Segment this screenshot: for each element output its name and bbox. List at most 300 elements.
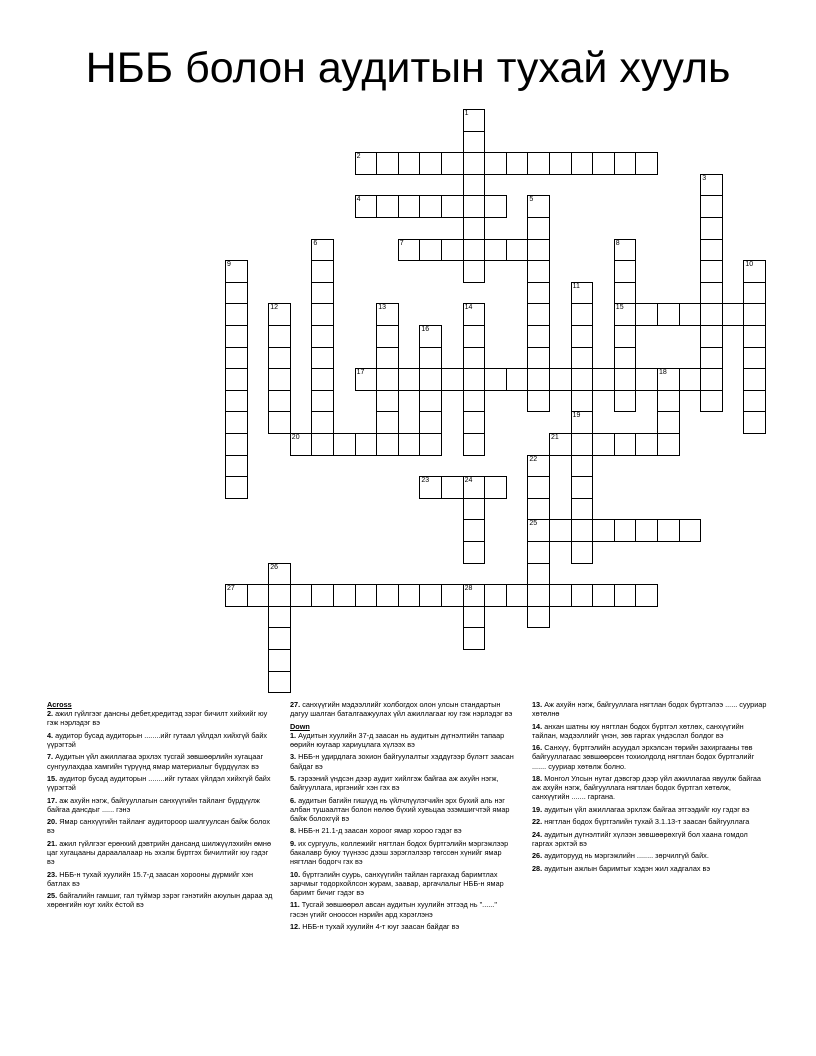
grid-cell[interactable] — [268, 347, 291, 370]
across-heading: Across — [47, 700, 72, 709]
clue-number: 26 — [270, 563, 278, 571]
grid-cell[interactable] — [527, 195, 550, 218]
grid-cell[interactable] — [743, 390, 766, 413]
grid-cell[interactable] — [311, 411, 334, 434]
grid-cell[interactable] — [376, 347, 399, 370]
clue-number: 26. — [532, 851, 543, 861]
clue-number: 9 — [227, 261, 231, 269]
grid-cell[interactable] — [571, 455, 594, 478]
grid-cell[interactable] — [311, 282, 334, 305]
grid-cell[interactable] — [700, 217, 723, 240]
clue-item — [290, 900, 515, 918]
clue-number: 5 — [529, 196, 534, 204]
grid-cell[interactable] — [743, 303, 766, 326]
grid-cell[interactable] — [311, 368, 334, 391]
clue-number: 27. — [290, 700, 301, 709]
clue-item — [532, 700, 770, 718]
grid-cell[interactable] — [700, 260, 723, 283]
grid-cell[interactable] — [484, 152, 507, 175]
clue-number: 28 — [464, 585, 473, 593]
grid-cell[interactable] — [376, 390, 399, 413]
grid-cell[interactable] — [614, 239, 637, 262]
grid-cell[interactable] — [743, 347, 766, 370]
clue-text: Аудитын хуулийн 37-д заасан нь аудитын дүгнэлтийн тапаар өөрийн юугаар хариуцлага хүлээх вэ — [290, 730, 505, 749]
clue-number: 22. — [532, 817, 543, 827]
grid-cell[interactable] — [700, 282, 723, 305]
grid-cell[interactable] — [419, 239, 442, 262]
grid-cell[interactable] — [355, 368, 378, 391]
grid-cell[interactable] — [268, 584, 291, 607]
grid-cell[interactable] — [614, 584, 637, 607]
clue-text: аудитор бусад аудиторын ........ийг гутаах үйлдэл хийхгүй байх үүрэгтэй — [47, 773, 271, 793]
clue-item — [532, 743, 770, 771]
right-clues-column — [532, 700, 770, 876]
grid-cell[interactable] — [571, 541, 594, 564]
grid-cell[interactable] — [463, 433, 486, 456]
grid-cell[interactable] — [376, 433, 399, 456]
grid-cell[interactable] — [527, 519, 550, 542]
grid-cell[interactable] — [225, 325, 248, 348]
clue-item — [47, 870, 275, 888]
clue-number: 17. — [47, 795, 58, 805]
grid-cell[interactable] — [527, 303, 550, 326]
clue-item — [290, 839, 515, 867]
grid-cell[interactable] — [225, 584, 248, 607]
grid-cell[interactable] — [679, 519, 702, 542]
grid-cell[interactable] — [527, 217, 550, 240]
grid-cell[interactable] — [527, 563, 550, 586]
grid-cell[interactable] — [484, 476, 507, 499]
grid-cell[interactable] — [463, 325, 486, 348]
grid-cell[interactable] — [225, 260, 248, 283]
clue-number: 6. — [290, 795, 297, 805]
grid-cell[interactable] — [527, 606, 550, 629]
grid-cell[interactable] — [376, 195, 399, 218]
clue-number: 10. — [290, 869, 301, 879]
grid-cell[interactable] — [225, 303, 248, 326]
clue-item — [532, 805, 770, 814]
grid-cell[interactable] — [247, 584, 270, 607]
grid-cell[interactable] — [484, 584, 507, 607]
grid-cell[interactable] — [419, 433, 442, 456]
grid-cell[interactable] — [506, 368, 529, 391]
grid-cell[interactable] — [635, 368, 658, 391]
clue-number: 3 — [702, 174, 707, 182]
grid-cell[interactable] — [398, 195, 421, 218]
grid-cell[interactable] — [225, 368, 248, 391]
grid-cell[interactable] — [463, 109, 486, 132]
clue-item — [290, 731, 515, 749]
grid-cell[interactable] — [419, 390, 442, 413]
grid-cell[interactable] — [722, 303, 745, 326]
clue-text: Монгол Улсын нутаг дэвсгэр дээр үйл ажиллагаа явуулж байгаа аж ахуйн нэгж, байгууллага нягтлан бодох бүртгэл хөтөлж, санхүүгийн ....... гаргана. — [532, 773, 761, 802]
clue-number: 11 — [572, 282, 580, 290]
grid-cell[interactable] — [225, 347, 248, 370]
grid-cell[interactable] — [635, 303, 658, 326]
grid-cell[interactable] — [571, 152, 594, 175]
grid-cell[interactable] — [549, 519, 572, 542]
clue-text: НББ-н 21.1-д заасан хороог ямар хороо гэдэг вэ — [298, 826, 462, 836]
clue-number: 3. — [290, 752, 297, 762]
clue-text: аж ахуйн нэгж, байгууллагын санхүүгийн тайланг бүрдүүлж байгаа дансдыг ...... гэнэ — [47, 795, 260, 814]
clue-item — [47, 817, 275, 835]
grid-cell[interactable] — [225, 455, 248, 478]
clue-text: НББ-н удирдлага зохион байгуулалтыг хэддүгээр бүлэгт заасан байдаг вэ — [290, 752, 514, 771]
grid-cell[interactable] — [268, 390, 291, 413]
grid-cell[interactable] — [571, 325, 594, 348]
grid-cell[interactable] — [484, 239, 507, 262]
grid-cell[interactable] — [571, 584, 594, 607]
grid-cell[interactable] — [571, 476, 594, 499]
grid-cell[interactable] — [700, 325, 723, 348]
down-clue-list — [290, 731, 515, 931]
clue-text: анхан шатны юу нягтлан бодох бүртгэл хөтлөх, санхүүгийн тайлан, мэдээллийг үнэн, зөв гаргах үндэслэл болдог вэ — [532, 721, 744, 740]
clue-text: бүртгэлийн суурь, санхүүгийн тайлан гаргахад баримтлах зарчмыг тодорхойлсон журам, заавар, аргачлалыг НББ-н ямар баримт бичиг гэдэг вэ — [290, 869, 504, 897]
grid-cell[interactable] — [268, 563, 291, 586]
clue-number: 10 — [745, 261, 754, 269]
clue-number: 24. — [532, 829, 543, 839]
clue-item — [47, 774, 275, 792]
clue-item — [532, 830, 770, 848]
clue-text: санхүүгийн мэдээллийг холбогдох олон улсын стандартын дагуу шалган баталгаажуулах үйл ажиллагааг юу гэж нэрлэдэг вэ — [290, 700, 513, 719]
grid-cell[interactable] — [679, 303, 702, 326]
grid-cell[interactable] — [463, 217, 486, 240]
grid-cell[interactable] — [268, 671, 291, 694]
grid-cell[interactable] — [614, 368, 637, 391]
grid-cell[interactable] — [311, 390, 334, 413]
grid-cell[interactable] — [311, 303, 334, 326]
grid-cell[interactable] — [571, 498, 594, 521]
grid-cell[interactable] — [571, 368, 594, 391]
grid-cell[interactable] — [700, 303, 723, 326]
across-clues-column — [47, 700, 275, 913]
grid-cell[interactable] — [527, 239, 550, 262]
grid-cell[interactable] — [398, 433, 421, 456]
clue-text: Аудитын үйл ажиллагаа эрхлэх тусгай зөвшөөрлийн хугацааг сунгуулахдаа хамгийн түрүүнд ямар материалыг бүрдүүлэх вэ — [47, 752, 264, 771]
grid-cell[interactable] — [376, 152, 399, 175]
clue-text: аудитор бусад аудиторын ........ийг гутаал үйлдэл хийхгүй байх үүрэгтэй — [47, 730, 268, 749]
grid-cell[interactable] — [333, 584, 356, 607]
grid-cell[interactable] — [463, 411, 486, 434]
grid-cell[interactable] — [441, 584, 464, 607]
grid-cell[interactable] — [398, 368, 421, 391]
grid-cell[interactable] — [419, 411, 442, 434]
clue-number: 13 — [378, 304, 386, 312]
grid-cell[interactable] — [614, 260, 637, 283]
clue-item — [290, 774, 515, 792]
grid-cell[interactable] — [635, 433, 658, 456]
grid-cell[interactable] — [743, 411, 766, 434]
grid-cell[interactable] — [549, 584, 572, 607]
grid-cell[interactable] — [463, 519, 486, 542]
grid-cell[interactable] — [527, 584, 550, 607]
grid-cell[interactable] — [614, 325, 637, 348]
grid-cell[interactable] — [571, 433, 594, 456]
clue-item — [290, 700, 515, 718]
page-title: НББ болон аудитын тухай хууль — [85, 44, 731, 92]
grid-cell[interactable] — [290, 584, 313, 607]
clue-number: 6 — [313, 239, 318, 247]
grid-cell[interactable] — [506, 584, 529, 607]
grid-cell[interactable] — [549, 152, 572, 175]
grid-cell[interactable] — [527, 476, 550, 499]
grid-cell[interactable] — [355, 152, 378, 175]
clue-number: 4. — [47, 730, 54, 740]
grid-cell[interactable] — [268, 303, 291, 326]
clue-number: 25 — [529, 520, 538, 528]
grid-cell[interactable] — [463, 152, 486, 175]
clue-text: нягтлан бодох бүртгэлийн тухай 3.1.13-т заасан байгууллага — [544, 817, 750, 827]
clue-item — [47, 709, 275, 727]
clue-item — [532, 817, 770, 826]
grid-cell[interactable] — [700, 390, 723, 413]
grid-cell[interactable] — [527, 498, 550, 521]
grid-cell[interactable] — [225, 433, 248, 456]
clue-number: 14 — [464, 304, 473, 312]
grid-cell[interactable] — [635, 519, 658, 542]
grid-cell[interactable] — [268, 411, 291, 434]
grid-cell[interactable] — [614, 303, 637, 326]
grid-cell[interactable] — [398, 239, 421, 262]
grid-cell[interactable] — [743, 260, 766, 283]
grid-cell[interactable] — [355, 195, 378, 218]
grid-cell[interactable] — [311, 433, 334, 456]
grid-cell[interactable] — [463, 131, 486, 154]
grid-cell[interactable] — [527, 368, 550, 391]
grid-cell[interactable] — [571, 519, 594, 542]
grid-cell[interactable] — [700, 239, 723, 262]
clue-item — [532, 864, 770, 873]
grid-cell[interactable] — [527, 390, 550, 413]
grid-cell[interactable] — [527, 260, 550, 283]
grid-cell[interactable] — [441, 239, 464, 262]
grid-cell[interactable] — [419, 476, 442, 499]
grid-cell[interactable] — [463, 498, 486, 521]
grid-cell[interactable] — [657, 368, 680, 391]
clue-number: 7. — [47, 752, 54, 762]
clue-number: 12 — [270, 304, 278, 312]
grid-cell[interactable] — [527, 541, 550, 564]
grid-cell[interactable] — [419, 325, 442, 348]
grid-cell[interactable] — [614, 152, 637, 175]
clue-text: аудитын үйл ажиллагаа эрхлэж байгаа этгээдийг юу гэдэг вэ — [544, 804, 750, 814]
clue-number: 21 — [551, 434, 559, 441]
grid-cell[interactable] — [311, 239, 334, 262]
grid-cell[interactable] — [376, 368, 399, 391]
across-clue-list-continued — [290, 700, 515, 718]
clue-number: 16. — [532, 743, 543, 753]
grid-cell[interactable] — [268, 649, 291, 672]
clue-number: 8. — [290, 826, 297, 836]
grid-cell[interactable] — [290, 433, 313, 456]
clue-number: 20. — [47, 817, 58, 827]
grid-cell[interactable] — [657, 303, 680, 326]
clue-number: 19. — [532, 804, 543, 814]
clue-number: 22 — [529, 455, 538, 463]
grid-cell[interactable] — [614, 433, 637, 456]
grid-cell[interactable] — [743, 282, 766, 305]
clue-text: аудитын багийн гишүүд нь үйлчлүүлэгчийн эрх бүхий аль нэг албан тушаалтан болон нөлөө бүхий хувьцаа эзэмшигчтэй ямар байж болохгүй вэ — [290, 795, 510, 823]
grid-cell[interactable] — [225, 476, 248, 499]
grid-cell[interactable] — [376, 303, 399, 326]
grid-cell[interactable] — [592, 433, 615, 456]
clue-number: 1. — [290, 730, 297, 740]
grid-cell[interactable] — [441, 476, 464, 499]
grid-cell[interactable] — [225, 411, 248, 434]
grid-cell[interactable] — [527, 455, 550, 478]
grid-cell[interactable] — [657, 433, 680, 456]
grid-cell[interactable] — [743, 368, 766, 391]
grid-cell[interactable] — [463, 541, 486, 564]
grid-cell[interactable] — [268, 368, 291, 391]
grid-cell[interactable] — [592, 584, 615, 607]
clue-number: 8 — [615, 239, 620, 247]
clue-item — [290, 752, 515, 770]
clue-number: 25. — [47, 891, 58, 901]
grid-cell[interactable] — [700, 368, 723, 391]
grid-cell[interactable] — [463, 584, 486, 607]
grid-cell[interactable] — [441, 195, 464, 218]
grid-cell[interactable] — [419, 195, 442, 218]
grid-cell[interactable] — [311, 584, 334, 607]
grid-cell[interactable] — [635, 152, 658, 175]
grid-cell[interactable] — [463, 174, 486, 197]
grid-cell[interactable] — [549, 368, 572, 391]
grid-cell[interactable] — [355, 433, 378, 456]
grid-cell[interactable] — [311, 260, 334, 283]
grid-cell[interactable] — [571, 347, 594, 370]
clue-number: 18 — [659, 369, 667, 377]
grid-cell[interactable] — [441, 152, 464, 175]
grid-cell[interactable] — [225, 282, 248, 305]
clue-item — [532, 851, 770, 860]
grid-cell[interactable] — [311, 325, 334, 348]
grid-cell[interactable] — [333, 433, 356, 456]
grid-cell[interactable] — [484, 368, 507, 391]
grid-cell[interactable] — [571, 390, 594, 413]
grid-cell[interactable] — [571, 303, 594, 326]
grid-cell[interactable] — [311, 347, 334, 370]
clue-item — [47, 752, 275, 770]
grid-cell[interactable] — [376, 411, 399, 434]
clue-item — [290, 870, 515, 898]
grid-cell[interactable] — [463, 368, 486, 391]
clue-number: 16 — [421, 326, 430, 333]
grid-cell[interactable] — [398, 584, 421, 607]
grid-cell[interactable] — [463, 195, 486, 218]
grid-cell[interactable] — [700, 174, 723, 197]
grid-cell[interactable] — [463, 260, 486, 283]
clue-number: 15. — [47, 773, 58, 783]
grid-cell[interactable] — [635, 584, 658, 607]
clue-number: 23 — [421, 477, 430, 485]
grid-cell[interactable] — [571, 282, 594, 305]
down-heading: Down — [290, 721, 310, 731]
clue-number: 15 — [615, 304, 624, 312]
grid-cell[interactable] — [679, 368, 702, 391]
grid-cell[interactable] — [614, 282, 637, 305]
grid-cell[interactable] — [376, 325, 399, 348]
grid-cell[interactable] — [463, 239, 486, 262]
clue-number: 1 — [464, 110, 469, 117]
grid-cell[interactable] — [700, 347, 723, 370]
grid-cell[interactable] — [527, 282, 550, 305]
grid-cell[interactable] — [419, 584, 442, 607]
grid-cell[interactable] — [527, 152, 550, 175]
grid-cell[interactable] — [419, 152, 442, 175]
clue-text: аудитын дүгнэлтийг хүлээн зөвшөөрөхгүй бол хаана гомдол гаргах эрхтэй вэ — [532, 829, 748, 848]
grid-cell[interactable] — [376, 584, 399, 607]
grid-cell[interactable] — [484, 195, 507, 218]
clue-number: 28. — [532, 863, 543, 873]
grid-cell[interactable] — [441, 368, 464, 391]
grid-cell[interactable] — [268, 606, 291, 629]
grid-cell[interactable] — [463, 303, 486, 326]
grid-cell[interactable] — [355, 584, 378, 607]
grid-cell[interactable] — [614, 390, 637, 413]
grid-cell[interactable] — [268, 325, 291, 348]
grid-cell[interactable] — [419, 347, 442, 370]
clue-number: 2 — [356, 153, 361, 161]
grid-cell[interactable] — [571, 411, 594, 434]
clue-item — [290, 826, 515, 835]
grid-cell[interactable] — [743, 325, 766, 348]
grid-cell[interactable] — [657, 519, 680, 542]
grid-cell[interactable] — [419, 368, 442, 391]
grid-cell[interactable] — [657, 390, 680, 413]
clue-item — [290, 922, 515, 931]
grid-cell[interactable] — [506, 152, 529, 175]
clue-text: аудиторууд нь мэргэжлийн ........ зөрчилгүй байх. — [544, 851, 709, 861]
grid-cell[interactable] — [549, 433, 572, 456]
grid-cell[interactable] — [592, 368, 615, 391]
grid-cell[interactable] — [463, 606, 486, 629]
grid-cell[interactable] — [506, 239, 529, 262]
clue-item — [47, 731, 275, 749]
grid-cell[interactable] — [592, 152, 615, 175]
grid-cell[interactable] — [398, 152, 421, 175]
grid-cell[interactable] — [225, 390, 248, 413]
grid-cell[interactable] — [614, 519, 637, 542]
grid-cell[interactable] — [268, 627, 291, 650]
clue-number: 13. — [532, 700, 543, 709]
clue-item — [47, 891, 275, 909]
grid-cell[interactable] — [463, 390, 486, 413]
grid-cell[interactable] — [463, 347, 486, 370]
grid-cell[interactable] — [463, 627, 486, 650]
clue-text: Ямар санхүүгийн тайланг аудитороор шалгуулсан байж болох вэ — [47, 817, 270, 836]
grid-cell[interactable] — [700, 195, 723, 218]
grid-cell[interactable] — [527, 325, 550, 348]
clue-text: аудитын ажлын баримтыг хэдэн жил хадгалах вэ — [544, 863, 711, 873]
clue-number: 11. — [290, 900, 300, 910]
clue-number: 12. — [290, 921, 301, 931]
clue-number: 17 — [356, 369, 365, 377]
grid-cell[interactable] — [463, 476, 486, 499]
clue-number: 18. — [532, 773, 543, 783]
clue-text: гэрээний үндсэн дээр аудит хийлгэж байгаа аж ахуйн нэгж, байгууллага, иргэнийг хэн гэх вэ — [290, 773, 499, 793]
clue-text: их сургууль, коллежийг нягтлан бодох бүртгэлийн мэргэжлээр бакалавр буюу түүнээс дээш зэрэглэлээр төгссөн хүнийг ямар нягтлан бодогч гэх вэ — [290, 838, 509, 867]
grid-cell[interactable] — [614, 347, 637, 370]
clue-text: Аж ахуйн нэгж, байгууллага нягтлан бодох бүртгэлээ ...... сууриар хөтөлнө — [532, 700, 767, 719]
grid-cell[interactable] — [592, 519, 615, 542]
grid-cell[interactable] — [527, 347, 550, 370]
clue-item — [290, 796, 515, 824]
clue-number: 4 — [356, 196, 361, 204]
grid-cell[interactable] — [657, 411, 680, 434]
clue-text: НББ-н тухай хуулийн 15.7-д заасан хорооны дүрмийг хэн батлах вэ — [47, 869, 254, 888]
clue-number: 27 — [227, 585, 235, 593]
